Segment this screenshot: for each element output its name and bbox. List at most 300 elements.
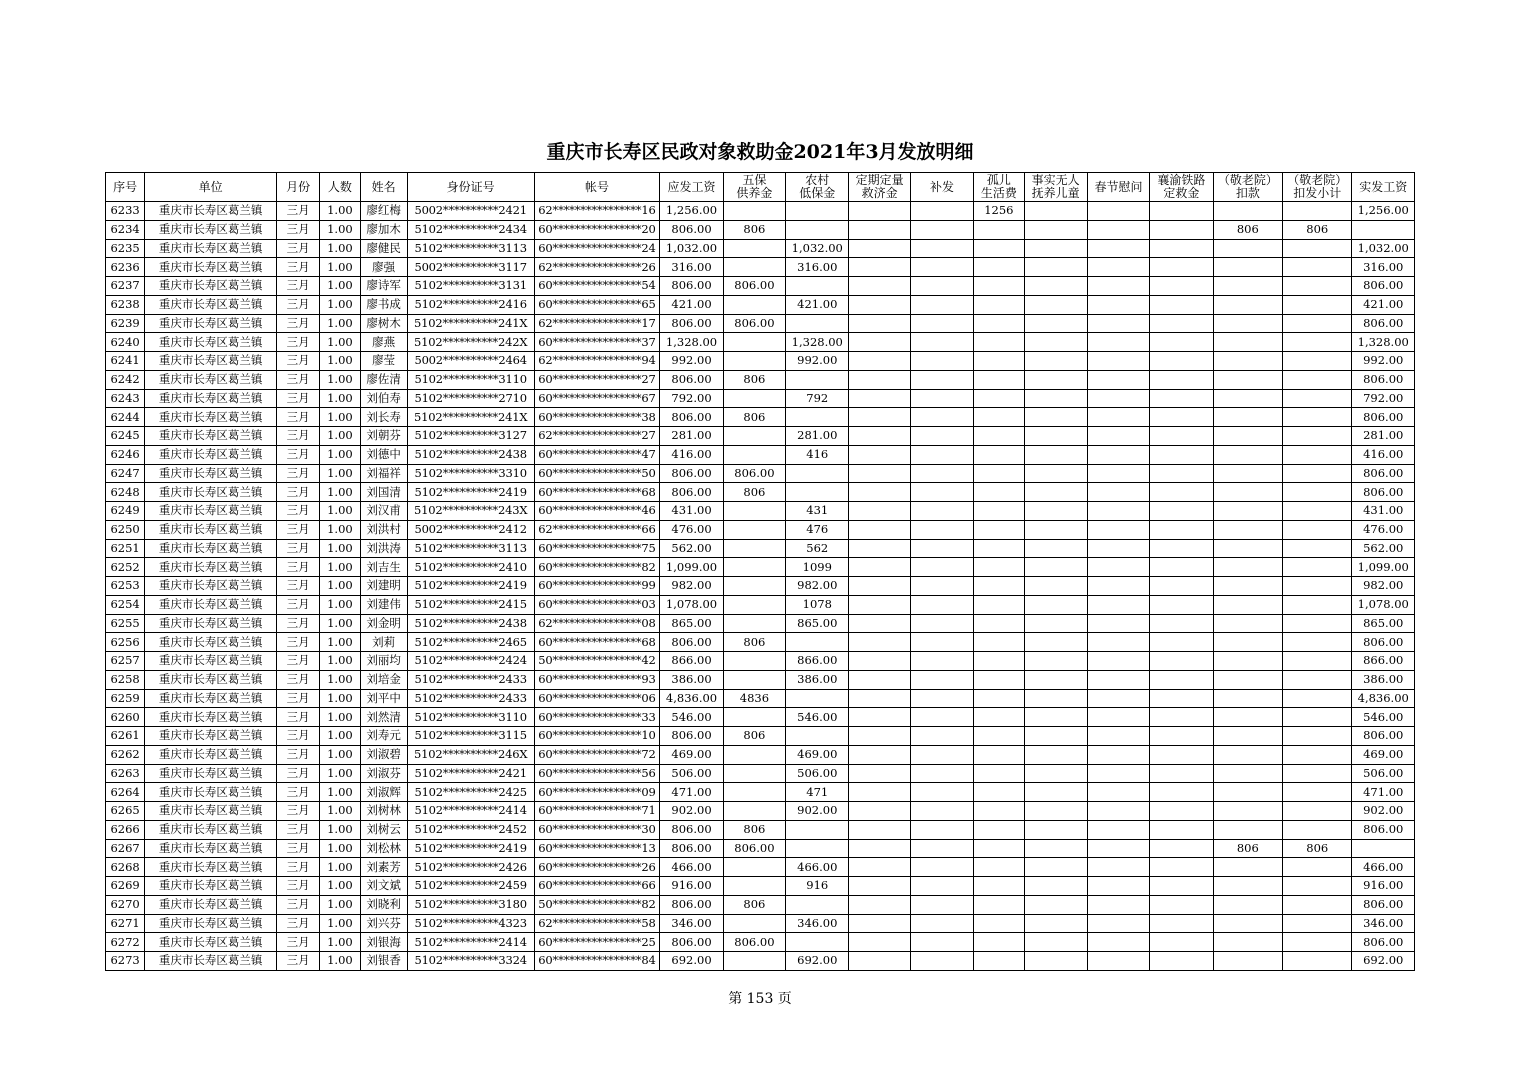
table-cell: 692.00: [786, 952, 849, 971]
table-cell: 60****************10: [534, 727, 660, 746]
table-cell: 806.00: [660, 727, 723, 746]
table-cell: 6234: [106, 220, 145, 239]
table-cell: [1087, 858, 1149, 877]
table-cell: 刘树林: [360, 802, 407, 821]
table-cell: [1213, 933, 1282, 952]
table-cell: 431.00: [1352, 502, 1415, 521]
table-cell: [1283, 577, 1352, 596]
table-cell: [849, 633, 910, 652]
table-cell: 三月: [277, 708, 320, 727]
table-cell: [910, 689, 973, 708]
table-cell: [1087, 539, 1149, 558]
table-cell: [849, 689, 910, 708]
table-cell: [723, 614, 785, 633]
table-cell: 546.00: [660, 708, 723, 727]
table-cell: 廖加木: [360, 220, 407, 239]
table-cell: [849, 839, 910, 858]
table-cell: [1213, 258, 1282, 277]
table-cell: [723, 858, 785, 877]
table-cell: 1.00: [320, 839, 360, 858]
table-cell: [723, 745, 785, 764]
table-cell: [786, 370, 849, 389]
table-cell: [1213, 745, 1282, 764]
table-cell: [849, 408, 910, 427]
table-cell: 6241: [106, 352, 145, 371]
table-cell: [1087, 314, 1149, 333]
table-cell: 806.00: [1352, 633, 1415, 652]
table-cell: [1024, 820, 1087, 839]
table-cell: [1024, 839, 1087, 858]
table-row: [106, 352, 1415, 371]
table-cell: [974, 877, 1024, 896]
table-cell: [974, 464, 1024, 483]
table-cell: 三月: [277, 577, 320, 596]
table-cell: 1.00: [320, 633, 360, 652]
table-row: [106, 202, 1415, 221]
table-cell: [1150, 595, 1213, 614]
table-cell: 866.00: [660, 652, 723, 671]
table-cell: [1087, 764, 1149, 783]
table-cell: 806.00: [660, 220, 723, 239]
table-cell: [1213, 708, 1282, 727]
table-cell: [1150, 820, 1213, 839]
table-cell: [1087, 520, 1149, 539]
table-cell: 1.00: [320, 577, 360, 596]
table-cell: 806.00: [1352, 483, 1415, 502]
table-cell: 刘吉生: [360, 558, 407, 577]
table-cell: 1.00: [320, 427, 360, 446]
table-cell: [910, 520, 973, 539]
table-cell: [974, 427, 1024, 446]
table-cell: [974, 708, 1024, 727]
table-cell: 281.00: [786, 427, 849, 446]
table-cell: [723, 558, 785, 577]
table-cell: 重庆市长寿区葛兰镇: [145, 333, 277, 352]
table-cell: [1024, 370, 1087, 389]
table-cell: [1283, 502, 1352, 521]
page-title: 重庆市长寿区民政对象救助金2021年3月发放明细: [546, 141, 974, 163]
table-cell: 重庆市长寿区葛兰镇: [145, 520, 277, 539]
table-cell: 416.00: [660, 445, 723, 464]
table-cell: 5102**********2434: [407, 220, 534, 239]
table-cell: [1352, 220, 1415, 239]
column-header: 月份: [277, 173, 320, 202]
table-cell: 6250: [106, 520, 145, 539]
table-cell: 469.00: [1352, 745, 1415, 764]
table-cell: [723, 595, 785, 614]
table-cell: [1283, 427, 1352, 446]
table-cell: [1087, 614, 1149, 633]
table-cell: 62****************66: [534, 520, 660, 539]
table-cell: [723, 652, 785, 671]
table-cell: [1283, 895, 1352, 914]
table-cell: [1213, 802, 1282, 821]
table-cell: [849, 708, 910, 727]
column-header: （敬老院） 扣款: [1213, 173, 1282, 202]
table-cell: [974, 277, 1024, 296]
table-cell: [849, 277, 910, 296]
table-cell: 刘建伟: [360, 595, 407, 614]
table-cell: 三月: [277, 239, 320, 258]
table-cell: 1.00: [320, 689, 360, 708]
table-cell: [1283, 202, 1352, 221]
table-cell: [910, 708, 973, 727]
table-cell: 刘晓利: [360, 895, 407, 914]
table-cell: [1024, 652, 1087, 671]
table-cell: 60****************20: [534, 220, 660, 239]
table-cell: [1024, 783, 1087, 802]
table-cell: 62****************26: [534, 258, 660, 277]
table-cell: [974, 333, 1024, 352]
table-cell: [1087, 220, 1149, 239]
column-header: 实发工资: [1352, 173, 1415, 202]
table-cell: 刘兴芬: [360, 914, 407, 933]
table-cell: 5102**********2414: [407, 933, 534, 952]
table-cell: 重庆市长寿区葛兰镇: [145, 914, 277, 933]
table-cell: [1150, 314, 1213, 333]
table-row: [106, 333, 1415, 352]
table-body: [106, 202, 1415, 971]
table-cell: 廖佐清: [360, 370, 407, 389]
table-cell: [1283, 614, 1352, 633]
table-cell: 重庆市长寿区葛兰镇: [145, 858, 277, 877]
table-cell: 1,328.00: [1352, 333, 1415, 352]
table-cell: 1.00: [320, 352, 360, 371]
table-cell: [1087, 370, 1149, 389]
table-cell: [1150, 389, 1213, 408]
table-cell: 4836: [723, 689, 785, 708]
table-cell: 60****************26: [534, 858, 660, 877]
table-cell: 重庆市长寿区葛兰镇: [145, 689, 277, 708]
table-cell: 重庆市长寿区葛兰镇: [145, 370, 277, 389]
table-cell: 506.00: [660, 764, 723, 783]
table-cell: [1087, 727, 1149, 746]
table-cell: [1283, 858, 1352, 877]
table-cell: [849, 895, 910, 914]
table-cell: 刘汉甫: [360, 502, 407, 521]
table-cell: [974, 295, 1024, 314]
table-cell: 4,836.00: [1352, 689, 1415, 708]
table-cell: [974, 239, 1024, 258]
table-cell: 三月: [277, 952, 320, 971]
table-cell: [910, 727, 973, 746]
table-cell: [1283, 595, 1352, 614]
table-cell: [1087, 820, 1149, 839]
table-cell: 重庆市长寿区葛兰镇: [145, 389, 277, 408]
table-cell: [910, 220, 973, 239]
table-cell: 刘然清: [360, 708, 407, 727]
table-cell: [1283, 389, 1352, 408]
table-cell: 806: [723, 408, 785, 427]
table-cell: 5102**********2419: [407, 577, 534, 596]
table-cell: [910, 295, 973, 314]
table-cell: 5102**********3113: [407, 239, 534, 258]
table-cell: [1024, 952, 1087, 971]
table-cell: 1.00: [320, 520, 360, 539]
table-cell: 60****************82: [534, 558, 660, 577]
table-header: [106, 173, 1415, 202]
table-cell: [974, 689, 1024, 708]
table-cell: 916.00: [1352, 877, 1415, 896]
table-cell: 6258: [106, 670, 145, 689]
table-cell: 1078: [786, 595, 849, 614]
table-cell: 546.00: [786, 708, 849, 727]
table-cell: [974, 614, 1024, 633]
table-cell: [1024, 239, 1087, 258]
table-cell: 902.00: [660, 802, 723, 821]
table-cell: 1.00: [320, 652, 360, 671]
table-cell: 6259: [106, 689, 145, 708]
table-cell: [1087, 277, 1149, 296]
table-cell: 1.00: [320, 295, 360, 314]
table-cell: [1283, 464, 1352, 483]
table-cell: 三月: [277, 802, 320, 821]
table-cell: 806.00: [1352, 314, 1415, 333]
table-row: [106, 295, 1415, 314]
table-cell: [1087, 352, 1149, 371]
table-cell: [1213, 764, 1282, 783]
table-cell: 982.00: [1352, 577, 1415, 596]
table-cell: [849, 802, 910, 821]
table-cell: [910, 464, 973, 483]
table-cell: [910, 577, 973, 596]
table-cell: [910, 427, 973, 446]
table-cell: [1087, 839, 1149, 858]
table-cell: 6273: [106, 952, 145, 971]
table-cell: 1.00: [320, 895, 360, 914]
table-cell: 62****************27: [534, 427, 660, 446]
table-cell: [974, 389, 1024, 408]
table-cell: [849, 502, 910, 521]
table-cell: 5102**********3127: [407, 427, 534, 446]
table-cell: [1150, 952, 1213, 971]
table-cell: 806.00: [660, 370, 723, 389]
table-cell: [1024, 520, 1087, 539]
table-cell: [786, 895, 849, 914]
table-cell: 三月: [277, 333, 320, 352]
table-cell: 281.00: [1352, 427, 1415, 446]
table-cell: 重庆市长寿区葛兰镇: [145, 464, 277, 483]
table-cell: 62****************16: [534, 202, 660, 221]
table-cell: 806.00: [1352, 820, 1415, 839]
table-cell: 1.00: [320, 220, 360, 239]
table-cell: 廖强: [360, 258, 407, 277]
table-cell: [974, 539, 1024, 558]
table-cell: 5102**********241X: [407, 408, 534, 427]
table-cell: 三月: [277, 727, 320, 746]
table-cell: 1.00: [320, 783, 360, 802]
table-cell: [974, 839, 1024, 858]
table-cell: 重庆市长寿区葛兰镇: [145, 952, 277, 971]
table-cell: 806.00: [1352, 727, 1415, 746]
table-cell: 廖诗军: [360, 277, 407, 296]
table-row: [106, 258, 1415, 277]
table-cell: 60****************30: [534, 820, 660, 839]
table-cell: 60****************84: [534, 952, 660, 971]
table-cell: 三月: [277, 558, 320, 577]
table-cell: 60****************75: [534, 539, 660, 558]
table-cell: 三月: [277, 352, 320, 371]
column-header: 序号: [106, 173, 145, 202]
table-cell: [849, 220, 910, 239]
table-cell: [1087, 502, 1149, 521]
table-cell: 806.00: [660, 483, 723, 502]
table-cell: [786, 633, 849, 652]
table-cell: [1213, 370, 1282, 389]
table-cell: 1.00: [320, 239, 360, 258]
table-cell: [1150, 239, 1213, 258]
table-cell: [1087, 802, 1149, 821]
table-cell: 5102**********2421: [407, 764, 534, 783]
table-row: [106, 239, 1415, 258]
table-cell: 6270: [106, 895, 145, 914]
table-cell: [1024, 389, 1087, 408]
table-cell: [1213, 445, 1282, 464]
table-row: [106, 520, 1415, 539]
table-cell: 5102**********2419: [407, 483, 534, 502]
table-cell: [1283, 277, 1352, 296]
table-cell: [1087, 952, 1149, 971]
table-cell: [1150, 802, 1213, 821]
page-number: 第 153 页: [728, 991, 792, 1007]
table-cell: [849, 952, 910, 971]
table-cell: 三月: [277, 633, 320, 652]
table-cell: 60****************37: [534, 333, 660, 352]
table-cell: 865.00: [786, 614, 849, 633]
table-cell: [1283, 764, 1352, 783]
table-row: [106, 408, 1415, 427]
table-cell: [1150, 708, 1213, 727]
table-cell: [910, 445, 973, 464]
table-row: [106, 389, 1415, 408]
table-cell: 6265: [106, 802, 145, 821]
table-cell: [1087, 933, 1149, 952]
table-cell: 471.00: [660, 783, 723, 802]
table-cell: 421.00: [660, 295, 723, 314]
table-cell: [1213, 820, 1282, 839]
table-cell: 346.00: [1352, 914, 1415, 933]
table-cell: [1024, 745, 1087, 764]
table-cell: 806.00: [723, 933, 785, 952]
table-cell: 重庆市长寿区葛兰镇: [145, 652, 277, 671]
table-cell: [1150, 445, 1213, 464]
table-cell: [849, 464, 910, 483]
table-cell: [849, 258, 910, 277]
table-cell: [1283, 333, 1352, 352]
table-cell: [849, 652, 910, 671]
table-cell: 刘平中: [360, 689, 407, 708]
table-cell: 60****************68: [534, 633, 660, 652]
table-row: [106, 764, 1415, 783]
table-cell: [1087, 670, 1149, 689]
table-cell: 三月: [277, 652, 320, 671]
table-cell: [910, 202, 973, 221]
table-cell: 重庆市长寿区葛兰镇: [145, 895, 277, 914]
table-cell: [1024, 483, 1087, 502]
table-cell: 806: [723, 727, 785, 746]
table-cell: [723, 670, 785, 689]
table-cell: 806: [723, 895, 785, 914]
table-cell: 5102**********2414: [407, 802, 534, 821]
table-cell: 806: [723, 220, 785, 239]
table-cell: 806.00: [660, 839, 723, 858]
table-cell: [786, 408, 849, 427]
table-cell: 916: [786, 877, 849, 896]
table-cell: [723, 295, 785, 314]
table-cell: 6264: [106, 783, 145, 802]
table-cell: [1283, 539, 1352, 558]
table-cell: 806.00: [1352, 933, 1415, 952]
table-row: [106, 502, 1415, 521]
table-cell: 5102**********3113: [407, 539, 534, 558]
table-cell: [1024, 295, 1087, 314]
table-cell: [1283, 914, 1352, 933]
table-cell: 469.00: [786, 745, 849, 764]
table-cell: 6262: [106, 745, 145, 764]
table-cell: [1352, 839, 1415, 858]
table-cell: 三月: [277, 745, 320, 764]
table-cell: 6261: [106, 727, 145, 746]
table-cell: [1024, 895, 1087, 914]
table-cell: [974, 895, 1024, 914]
table-cell: [723, 427, 785, 446]
table-cell: [849, 239, 910, 258]
table-cell: [1024, 914, 1087, 933]
table-cell: 1.00: [320, 408, 360, 427]
table-cell: 重庆市长寿区葛兰镇: [145, 445, 277, 464]
table-cell: 431: [786, 502, 849, 521]
table-cell: 982.00: [786, 577, 849, 596]
table-cell: 5102**********2415: [407, 595, 534, 614]
table-cell: [1087, 464, 1149, 483]
table-cell: 62****************17: [534, 314, 660, 333]
table-cell: 6271: [106, 914, 145, 933]
table-cell: [1087, 577, 1149, 596]
table-cell: [1024, 670, 1087, 689]
table-cell: 806.00: [660, 464, 723, 483]
table-cell: [1024, 352, 1087, 371]
table-cell: [1024, 764, 1087, 783]
table-cell: 902.00: [786, 802, 849, 821]
table-cell: 806.00: [1352, 895, 1415, 914]
table-cell: 5102**********2438: [407, 614, 534, 633]
table-cell: 廖燕: [360, 333, 407, 352]
table-cell: [1283, 239, 1352, 258]
table-cell: [910, 914, 973, 933]
table-cell: 6253: [106, 577, 145, 596]
table-cell: [1087, 708, 1149, 727]
table-cell: 6252: [106, 558, 145, 577]
table-cell: [1150, 502, 1213, 521]
table-cell: 重庆市长寿区葛兰镇: [145, 483, 277, 502]
table-cell: [910, 933, 973, 952]
table-cell: [1213, 914, 1282, 933]
table-cell: 466.00: [660, 858, 723, 877]
table-cell: [910, 333, 973, 352]
table-cell: 1,099.00: [660, 558, 723, 577]
table-cell: [723, 783, 785, 802]
table-cell: [974, 577, 1024, 596]
table-cell: 1.00: [320, 483, 360, 502]
table-cell: [974, 802, 1024, 821]
table-cell: [1213, 877, 1282, 896]
table-cell: 992.00: [1352, 352, 1415, 371]
table-cell: [1150, 914, 1213, 933]
table-cell: [1150, 633, 1213, 652]
table-cell: 刘文斌: [360, 877, 407, 896]
table-cell: [1283, 314, 1352, 333]
table-cell: 6244: [106, 408, 145, 427]
